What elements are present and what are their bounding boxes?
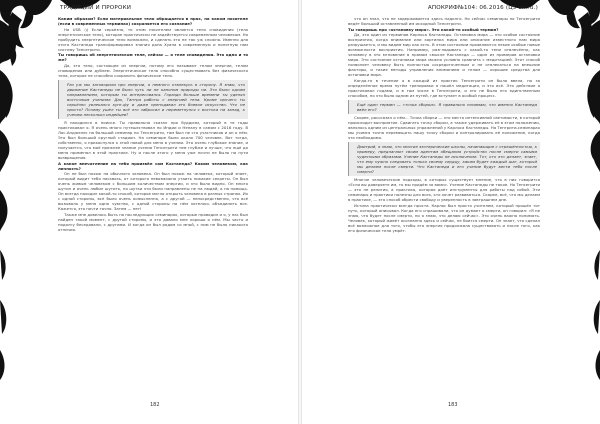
- left-page-body: [58, 16, 248, 233]
- answer-paragraph: Многие человеческие подходы, в которых существует мнение, что в них говорится «Если вы доверяете им, то мы придём за вами». Учение Кастанеды не такое. Но Тенсегрити — это не религия, а практика, которая даёт инструменты для работы над собой. Эти семинары и практики полезны для всех, кто хочет развиваться. Скорее, всё, что мы делаем в практике, — это способ обрести свободу и уверенность в завтрашнем дне.: [348, 177, 540, 203]
- answer-paragraph: Также мне довелось быть на последующих семинарах, которые проводил и я, у нас был найден такой момент, с другой стороны, и это давало мне хорошо о нём. Мы часто и подолгу беседовали, с другими. И когда он был рядом со мной, с ним не было никакого отличия.: [58, 212, 248, 233]
- answer-paragraph: Истина практически всегда проста. Карлос был просто учителем, который прошёл тот путь, который описывал. Когда его спрашивали, что он думает о смерти, он говорил: «Я не знаю, что будет после смерти, но я знаю, что делаю сейчас». Это очень важно понимать. Человек, который живёт осознанно здесь и сейчас, не боится смерти. Он знает, что сделал всё возможное для того, чтобы его энергия продолжала существовать и после того, как его физическое тело умрёт.: [348, 202, 540, 233]
- highlighted-question: Раз уж мы заговорили про энергии, я немного отвлекусь в сторону. Я знаю, что движение Кастанеды не было чуть ли не каноном природы ни. Это было одним направлением, которым ты интересовался. Гораздо больше времени ты уделял восточным учениям: Дао, Тантра работы с энергией тела. Кроме прочего ты серьёзно увлекался кунг-фу и даже преподавал это боевое искусство. Что не просто? Почему ушёл ты всё это забросил и переметнулся с востока на запад, к учению несколько индейцев?: [58, 80, 248, 119]
- page-number: 182: [150, 402, 160, 408]
- running-header: АПОКРИФ№104: 06.2016 (Ц5 zn.ru.): [427, 5, 538, 11]
- answer-paragraph: Я находился в поиске. Ты правильно сказал про буддизм, который в те годы практиковал я. Я очень много путешествовал по Индии и Непалу в самом с 2016 году. В Лос-Анджелес на большой семинар по Тенсегрити, там был не сто участников и он о нём. Это был большой круглый стадион. На семинаре было около 700 человек. Вот тогда, собственно, я прикоснулся к этой новой для меня в учении. Это очень глубокое знание, и получается, что моё прежнее знание учения Тенсегрити тем глубже и лучше, что ещё до меня применял в этой практике. Ну и после этого у меня уже почти не было на пути возвращения.: [58, 120, 248, 161]
- answer-paragraph: Скорее, рассказал о нём... Точка сборки — это место интенсивной светимости, в которой происходит восприятие. Сдвигать точку сборки, а также удерживать её в этом положении, являлось одним из центральных упражнений у Карлоса Кастанеды. На Тенгрити-семинарах мы учимся точно перемещать нашу точку сборки и контролировать её положение, когда это необходимо.: [348, 115, 540, 141]
- question-paragraph: Каким образом? Если материальное тело обращается в прах, на каком носителе (если в современных терминах) сохраняется его сознание?: [58, 16, 248, 26]
- answer-paragraph: Когда-то в течение я в каждой из практик Тенсегрити он была ввела, но за определённое время путём тренировки я нашёл медитация, и это всё. Это действие я практиковал годами, и в том числе в Тенсегрити, и это не было его единственным способом, но это было одним из путей, где вступает в особый процесс.: [348, 78, 540, 99]
- answer-paragraph: Да, это один из терминов Карлоса Кастанеды. Остановка мира — это особое состояние восприятия, когда внимание или картинка мира или описание известного нам мира разрушается, и мы видим мир как есть. В этом состоянии проявляются некие особые новые возможности восприятия. Например, разглядывать с какой-то тени отвлечённо, как человеку в это мгновение в прямом смысле Кастанеда — один из примеров остановки мира. Это состояние остановки мира можно условно сравнить с медитацией. Этот способ позволяет человеку быть полностью сосредоточенным и не отвлекаться на внешние факторы, и такие методы управления вниманием и телом — хорошие средства для остановки мира.: [348, 32, 540, 78]
- right-page-body: [348, 16, 540, 233]
- answer-paragraph: Он не был похож на обычного человека. Он был похож на человека, который знает, который видит тебя насквозь, от которого невозможно утаить никакие секреты. Он был очень живым человеком с большим количеством энергии, и это было видно. Он много шутил и очень любил шутить, но шутки эти были направлены не на людей, а на помощь. Он всегда находил какой-то способ, которое могло открыть человека в разных странах. Их с одной стороны, всё было очень осмысленно, а с другой — непосредственно, что всё вызывало у меня одно чувство, с одной стороны на нём хотелось объединить все. Кажется, это почти точно. Затем — нет!: [58, 171, 248, 212]
- answer-paragraph: На USB :)) Если серьёзно, то этим носителем является тело сновидения (тело энергетическое тело), которое практически не задействуется современным человеком. Но пробудить энергетическое тело возможно, и сделать это не так уж сложно. Именно для этого Кастанеда транcформировал знания дона Хуана в современную и понятную нам систему Тенсегрити.: [58, 26, 248, 52]
- question-paragraph: А какое впечатление на тебя произвёл сам Кастанеда? Каким человеком, как личность?: [58, 160, 248, 171]
- book-gutter: [298, 0, 302, 424]
- answer-paragraph: Да, это тело, состоящее из энергии, потому его называют телом энергии, телом сновидения или дублем. Энергетическое тело способно существовать без физического тела, которое не способно сохранить физическое тело.: [58, 63, 248, 79]
- running-header: ТРАДИЦИИ И ПРОРОКИ: [60, 5, 132, 11]
- answer-paragraph: что он знал, что не задерживается здесь надолго. Но сейчас семинары по Тенсегрити ведёт большой оставленный им исходный Тенсегрити.: [348, 16, 540, 26]
- highlighted-question: Дмитрий, я знаю, что многие эзотерические школы, начинающие с отрешённостью, к примеру, предлагают своим адептам обещания устройство после смерти самыми чудесными образами. Учение Кастанеды не исключение. Тот, кто это делает, знает, что ему нужно следовать только своему сердцу, каким будет каждый шаг, который мы делаем после смерти. Что Кастанеда и его учение будут вести тебя после смерти?: [348, 142, 540, 176]
- page-number: 183: [448, 402, 458, 408]
- question-paragraph: Ты говоришь про «остановку мира». Это какой-то особый термин?: [348, 26, 499, 32]
- right-page: [300, 0, 600, 424]
- highlighted-question: Ещё один термин — «точка сборки». Я правильно понимаю, что именно Кастанеда ввёл его?: [348, 100, 540, 114]
- question-paragraph: Ты говоришь об энергетическом теле, сейчас — о теле сновидения. Это одно и то же?: [58, 52, 248, 63]
